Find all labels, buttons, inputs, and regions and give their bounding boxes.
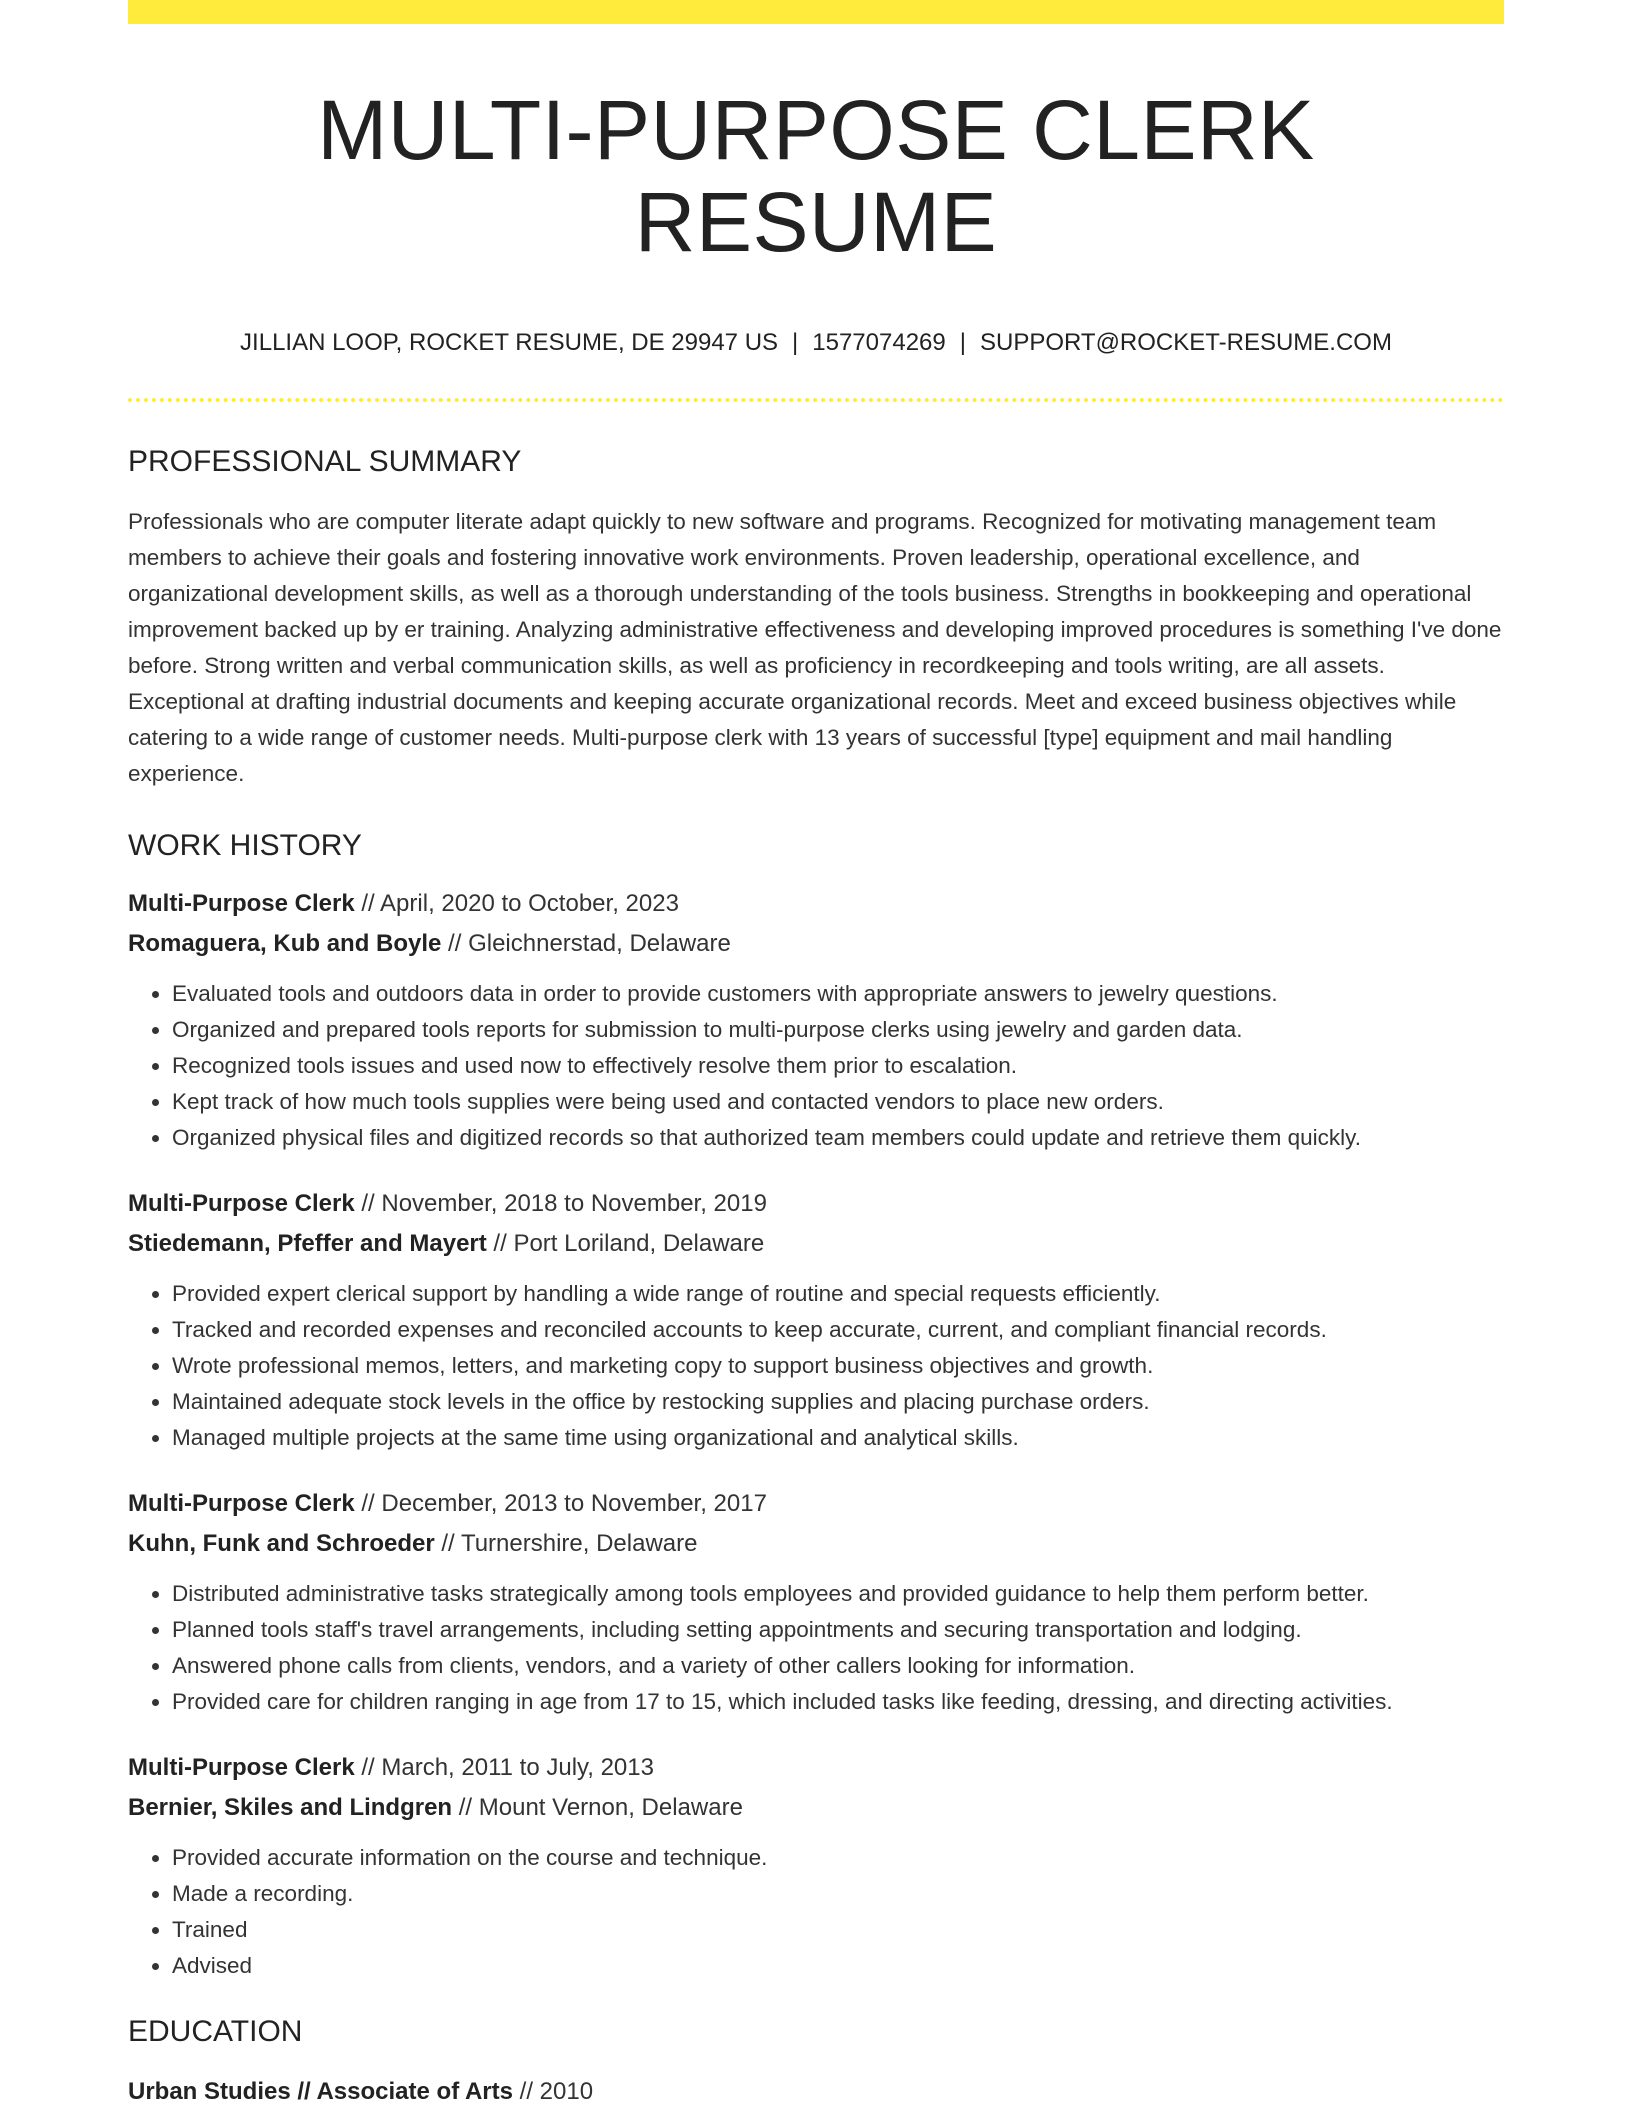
job-bullet: • Provided care for children ranging in age from 17 to 15, which included tasks like feeding, dressing, and directing activities. (172, 1684, 1504, 1720)
job-title-line (128, 884, 1504, 924)
job-bullets (128, 1840, 1504, 1984)
contact-line (128, 329, 1504, 358)
job-title: Multi-Purpose Clerk (128, 1753, 355, 1781)
job-bullet: • Evaluated tools and outdoors data in order to provide customers with appropriate answers to jewelry questions. (172, 976, 1504, 1012)
job-bullets (128, 976, 1504, 1156)
job-bullet: • Distributed administrative tasks strategically among tools employees and provided guidance to help them perform better. (172, 1576, 1504, 1612)
job-bullet: • Maintained adequate stock levels in the office by restocking supplies and placing purchase orders. (172, 1384, 1504, 1420)
job-location: // Port Loriland, Delaware (486, 1229, 765, 1257)
job-title: Multi-Purpose Clerk (128, 889, 355, 917)
top-accent-bar (128, 0, 1504, 24)
job-location: // Turnershire, Delaware (434, 1529, 698, 1557)
job-company-line (128, 1788, 1504, 1828)
summary-text: Professionals who are computer literate adapt quickly to new software and programs. Recognized for motivating management team members to achieve their goals and fostering innovative work environments. Proven leadership, operational excellence, and organizational development skills, as well as a thorough understanding of the tools business. Strengths in bookkeeping and operational improvement backed up by er training. Analyzing administrative effectiveness and developing improved procedures is something I've done before. Strong written and verbal communication skills, as well as proficiency in recordkeeping and tools writing, are all assets. Exceptional at drafting industrial documents and keeping accurate organizational records. Meet and exceed business objectives while catering to a wide range of customer needs. Multi-purpose clerk with 13 years of successful [type] equipment and mail handling experience. (128, 508, 1502, 786)
job-entry (128, 1184, 1504, 1456)
job-bullet: • Recognized tools issues and used now to effectively resolve them prior to escalation. (172, 1048, 1504, 1084)
contact-phone: 1577074269 (812, 328, 946, 356)
job-company-line (128, 1524, 1504, 1564)
job-title-line (128, 1748, 1504, 1788)
job-bullets (128, 1276, 1504, 1456)
job-bullets (128, 1576, 1504, 1720)
job-bullet: • Wrote professional memos, letters, and marketing copy to support business objectives and growth. (172, 1348, 1504, 1384)
job-title-line (128, 1484, 1504, 1524)
job-bullet: • Advised (172, 1948, 1504, 1984)
job-bullet: • Tracked and recorded expenses and reconciled accounts to keep accurate, current, and compliant financial records. (172, 1312, 1504, 1348)
job-title: Multi-Purpose Clerk (128, 1489, 355, 1517)
job-title: Multi-Purpose Clerk (128, 1189, 355, 1217)
job-company: Romaguera, Kub and Boyle (128, 929, 442, 957)
education-year: // 2010 (512, 2077, 594, 2105)
resume-title: MULTI-PURPOSE CLERK RESUME (317, 83, 1315, 270)
job-entry (128, 1484, 1504, 1720)
job-location: // Gleichnerstad, Delaware (441, 929, 731, 957)
job-company-line (128, 924, 1504, 964)
summary-heading: PROFESSIONAL SUMMARY (128, 444, 522, 478)
job-bullet: • Managed multiple projects at the same time using organizational and analytical skills. (172, 1420, 1504, 1456)
contact-separator: | (792, 328, 799, 356)
job-company: Kuhn, Funk and Schroeder (128, 1529, 435, 1557)
education-entry (128, 2072, 1504, 2112)
job-bullet: • Kept track of how much tools supplies were being used and contacted vendors to place new orders. (172, 1084, 1504, 1120)
contact-address: JILLIAN LOOP, ROCKET RESUME, DE 29947 US (240, 328, 779, 356)
job-bullet: • Trained (172, 1912, 1504, 1948)
job-bullet: • Planned tools staff's travel arrangements, including setting appointments and securing transportation and lodging. (172, 1612, 1504, 1648)
education-field: Urban Studies // Associate of Arts (128, 2077, 513, 2105)
job-bullet: • Organized and prepared tools reports for submission to multi-purpose clerks using jewelry and garden data. (172, 1012, 1504, 1048)
contact-email: SUPPORT@ROCKET-RESUME.COM (979, 328, 1392, 356)
job-company-line (128, 1224, 1504, 1264)
resume-page (128, 0, 1504, 2112)
job-location: // Mount Vernon, Delaware (452, 1793, 743, 1821)
work-history-heading: WORK HISTORY (128, 828, 362, 862)
job-dates: // November, 2018 to November, 2019 (354, 1189, 767, 1217)
job-bullet: • Provided expert clerical support by handling a wide range of routine and special requests efficiently. (172, 1276, 1504, 1312)
job-bullet: • Made a recording. (172, 1876, 1504, 1912)
contact-separator: | (959, 328, 966, 356)
dotted-divider (128, 398, 1504, 402)
job-entry (128, 884, 1504, 1156)
job-bullet: • Organized physical files and digitized records so that authorized team members could update and retrieve them quickly. (172, 1120, 1504, 1156)
job-dates: // March, 2011 to July, 2013 (354, 1753, 654, 1781)
job-bullet: • Answered phone calls from clients, vendors, and a variety of other callers looking for information. (172, 1648, 1504, 1684)
job-dates: // April, 2020 to October, 2023 (354, 889, 679, 917)
job-company: Bernier, Skiles and Lindgren (128, 1793, 453, 1821)
education-heading: EDUCATION (128, 2014, 303, 2048)
job-dates: // December, 2013 to November, 2017 (354, 1489, 767, 1517)
job-company: Stiedemann, Pfeffer and Mayert (128, 1229, 487, 1257)
job-entry (128, 1748, 1504, 1984)
job-title-line (128, 1184, 1504, 1224)
job-bullet: • Provided accurate information on the course and technique. (172, 1840, 1504, 1876)
